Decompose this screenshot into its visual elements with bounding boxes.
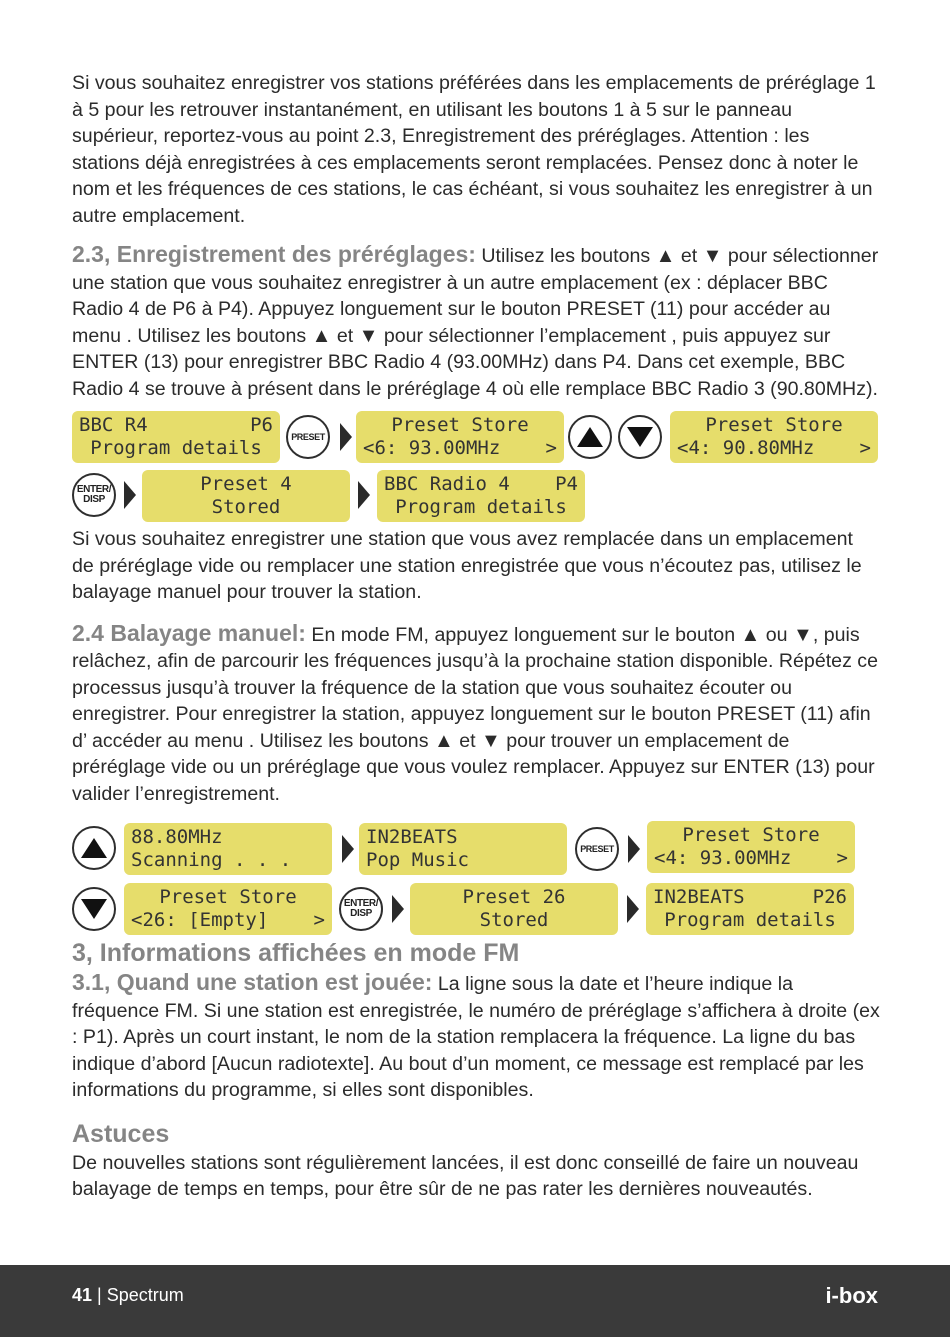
figure-row (72, 821, 880, 881)
section-2-4-heading: 2.4 Balayage manuel: (72, 619, 306, 646)
section-2-3-paragraph: 2.3, Enregistrement des préréglages: Utilisez les boutons ▲ et ▼ pour sélectionner une station que vous souhaitez enregistrer à un autre emplacement (ex : déplacer BBC Radio 4 de P6 à P4). Appuyez longuement sur le bouton PRESET (11) pour accéder au menu . Utilisez les boutons ▲ et ▼ pour sélectionner l’emplacement , puis appuyez sur ENTER (13) pour enregistrer BBC Radio 4 (93.00MHz) dans P4. Dans cet exemple, BBC Radio 4 se trouve à présent dans le préréglage 4 où elle remplace BBC Radio 3 (90.80MHz). (72, 241, 879, 400)
lcd-display: Preset Store <6: 93.00MHz > (356, 411, 564, 463)
lcd-display: Preset Store <4: 90.80MHz > (670, 411, 878, 463)
down-button-icon (618, 415, 662, 459)
down-triangle-icon: ▼ (480, 729, 501, 752)
arrow-right-icon (358, 481, 370, 509)
section-3-1-paragraph: 3.1, Quand une station est jouée: La ligne sous la date et l’heure indique la fréquence FM. Si une station est enregistrée, le numéro de préréglage s’affichera à droite (ex : P1). Après un court instant, le nom de la station remplacera la fréquence. La ligne du bas indique d’abord [Aucun radiotexte]. Au bout d’un moment, ce message est remplacé par les informations du programme, si elles sont disponibles. (72, 969, 880, 1101)
lcd-display: Preset Store <26: [Empty] > (124, 883, 332, 935)
section-3-heading: 3, Informations affichées en mode FM (72, 939, 520, 967)
arrow-right-icon (340, 423, 352, 451)
section-2-4-paragraph: 2.4 Balayage manuel: En mode FM, appuyez longuement sur le bouton ▲ ou ▼, puis relâchez, afin de parcourir les fréquences jusqu’à la prochaine station disponible. Répétez ce processus jusqu’à trouver la fréquence de la station que vous souhaitez écouter ou enregistrer. Pour enregistrer la station, appuyez longuement sur le bouton PRESET (11) afin d’ accéder au menu . Utilisez les boutons ▲ et ▼ pour trouver un emplacement de préréglage vide ou un préréglage que vous voulez remplacer. Appuyez sur ENTER (13) pour valider l’enregistrement. (72, 619, 879, 805)
tips-heading: Astuces (72, 1119, 170, 1148)
arrow-right-icon (392, 895, 404, 923)
lcd-display: 88.80MHz Scanning . . . (124, 823, 332, 875)
figure-row (72, 468, 880, 524)
brand-logo: i-box (825, 1283, 878, 1308)
up-button-icon (72, 826, 116, 870)
up-triangle-icon: ▲ (311, 324, 332, 347)
lcd-display: Preset Store <4: 93.00MHz > (647, 821, 855, 873)
page-footer (0, 1265, 950, 1337)
figure-preset-store (72, 410, 880, 524)
section-2-3-heading: 2.3, Enregistrement des préréglages: (72, 241, 476, 267)
down-button-icon (72, 887, 116, 931)
lcd-display: IN2BEATS Pop Music (359, 823, 567, 875)
down-triangle-icon: ▼ (793, 623, 813, 646)
arrow-right-icon (627, 895, 639, 923)
lcd-display: BBC R4 P6 Program details (72, 411, 280, 463)
page-content (72, 70, 880, 1203)
enter-disp-button-icon: ENTER/ DISP (72, 473, 116, 517)
up-button-icon (568, 415, 612, 459)
intro-paragraph: Si vous souhaitez enregistrer vos stations préférées dans les emplacements de préréglage 1 à 5 pour les retrouver instantanément, en utilisant les boutons 1 à 5 sur le panneau supérieur, reportez-vous au point 2.3, Enregistrement des préréglages. Attention : les stations déjà enregistrées à ces emplacements seront remplacées. Pensez donc à noter le nom et les fréquences de ces stations, le cas échéant, si vous souhaitez les enregistrer à un autre emplacement. (72, 72, 876, 227)
arrow-right-icon (342, 835, 354, 863)
down-triangle-icon: ▼ (358, 324, 379, 347)
section-2-3-after: Si vous souhaitez enregistrer une station que vous avez remplacée dans un emplacement de préréglage vide ou remplacer une station enregistrée que vous n’écoutez pas, utilisez le balayage manuel pour trouver la station. (72, 528, 862, 603)
arrow-right-icon (124, 481, 136, 509)
page-number: 41 | Spectrum (72, 1285, 184, 1305)
up-triangle-icon: ▲ (433, 729, 454, 752)
figure-manual-scan (72, 821, 880, 937)
up-triangle-icon: ▲ (740, 623, 761, 646)
down-triangle-icon: ▼ (702, 245, 723, 267)
lcd-display: Preset 26 Stored (410, 883, 618, 935)
figure-row (72, 881, 880, 937)
lcd-display: Preset 4 Stored (142, 470, 350, 522)
preset-button-icon: PRESET (575, 827, 619, 871)
preset-button-icon: PRESET (286, 415, 330, 459)
up-triangle-icon: ▲ (655, 245, 676, 267)
lcd-display: BBC Radio 4 P4 Program details (377, 470, 585, 522)
figure-row (72, 410, 880, 468)
lcd-display: IN2BEATS P26 Program details (646, 883, 854, 935)
section-3-1-heading: 3.1, Quand une station est jouée: (72, 969, 433, 995)
arrow-right-icon (628, 835, 640, 863)
enter-disp-button-icon: ENTER/ DISP (339, 887, 383, 931)
tips-paragraph: De nouvelles stations sont régulièrement lancées, il est donc conseillé de faire un nouveau balayage de temps en temps, pour être sûr de ne pas rater les dernières nouveautés. (72, 1151, 859, 1200)
